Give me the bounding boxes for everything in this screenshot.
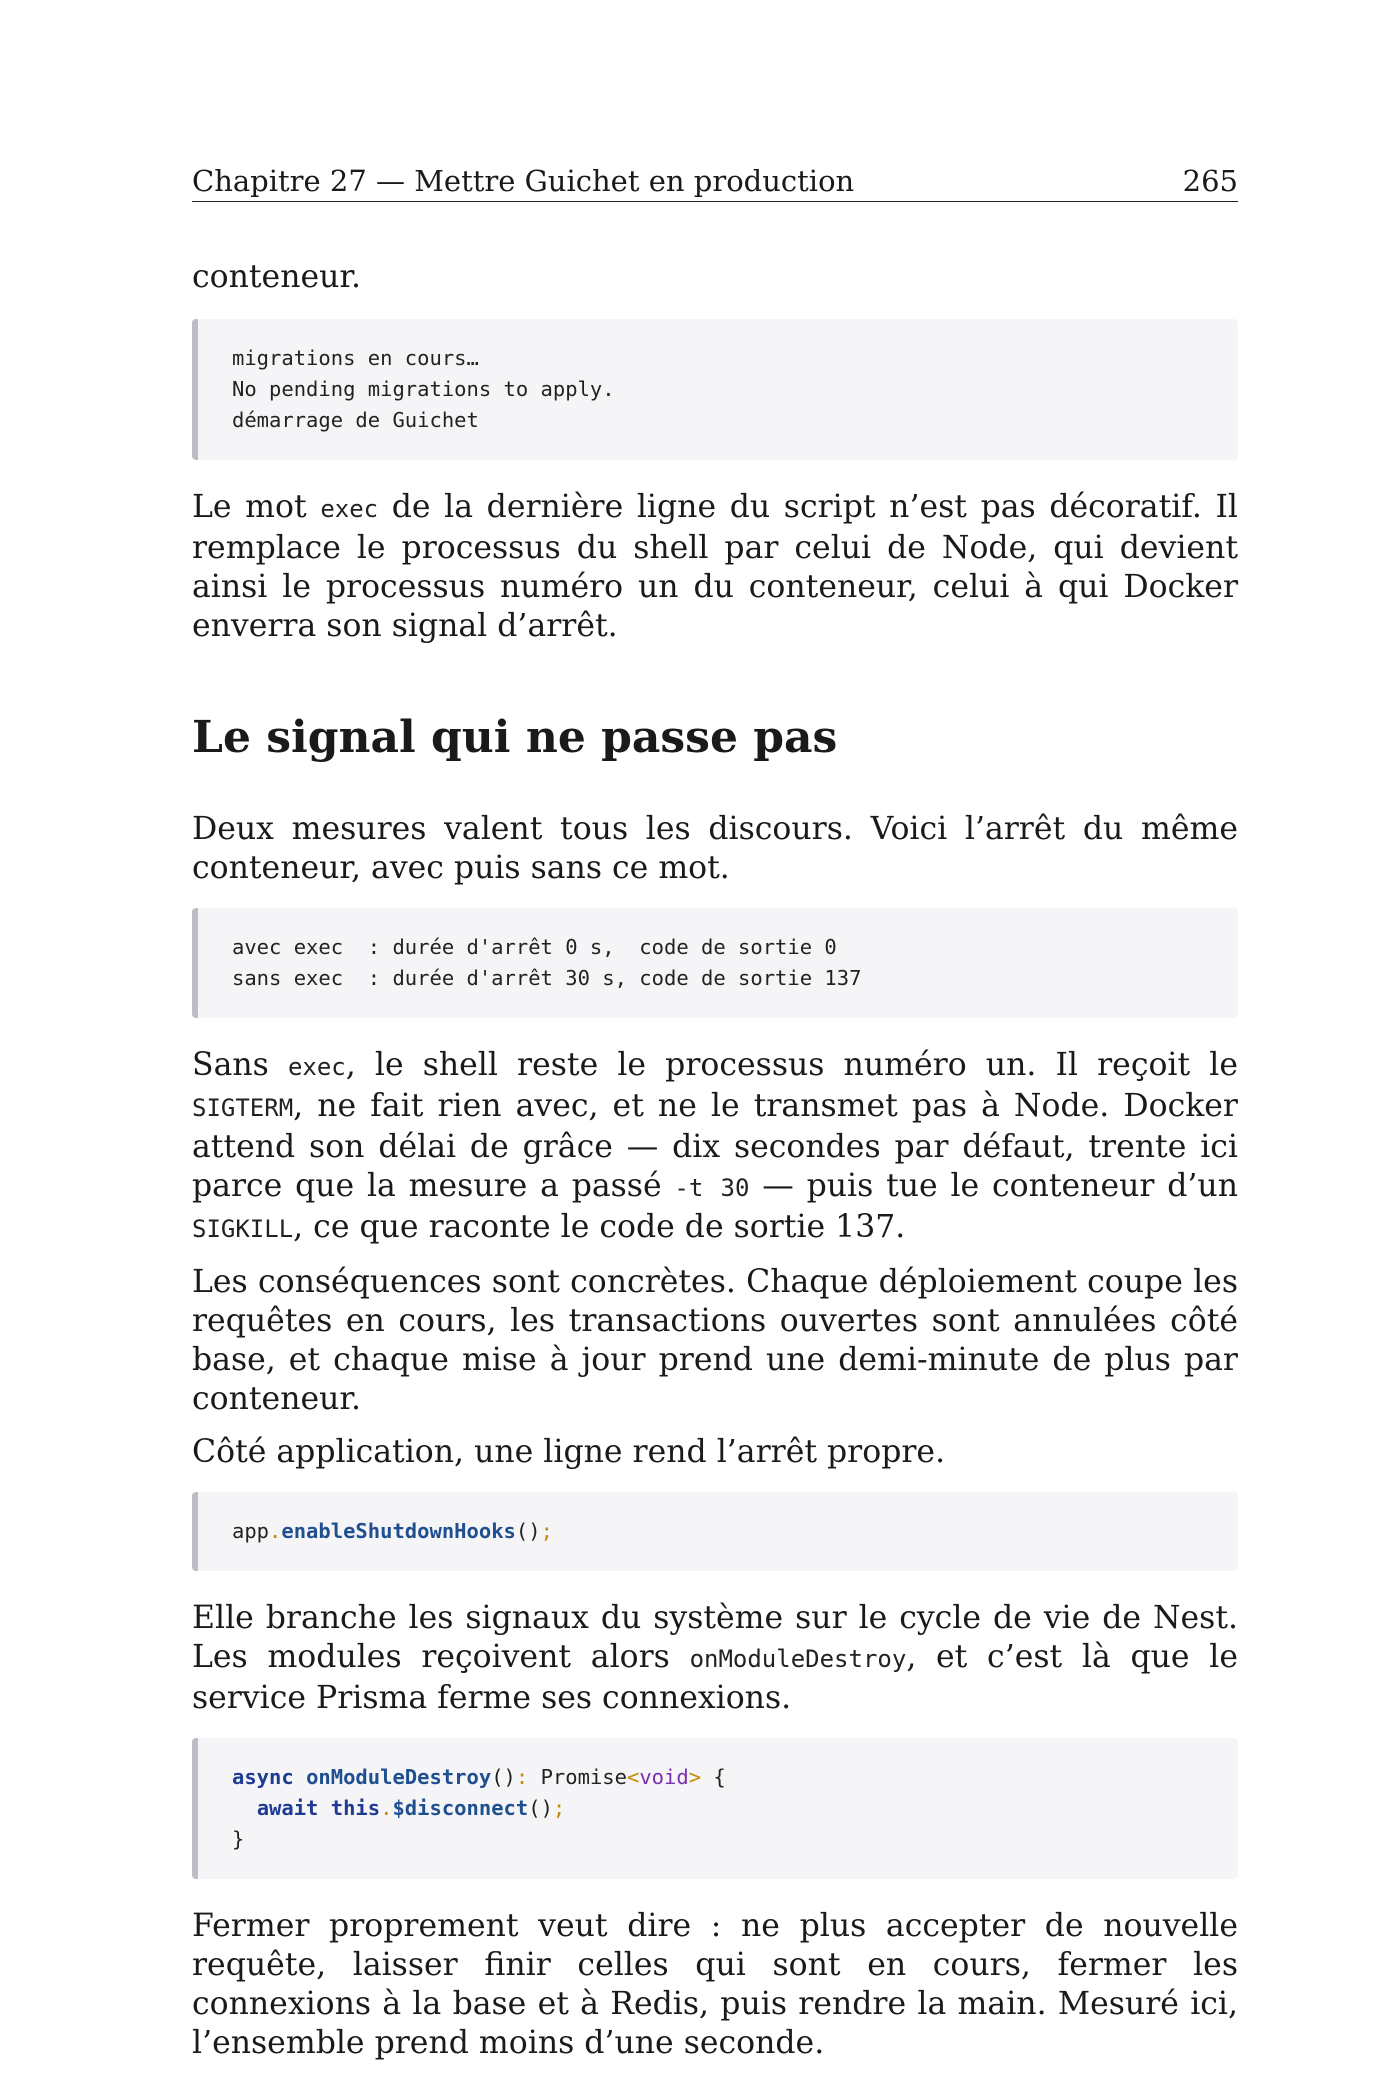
page-number: 265 bbox=[1182, 164, 1238, 198]
code-token: void bbox=[639, 1765, 689, 1789]
code-token: onModuleDestroy bbox=[306, 1765, 492, 1789]
code-line: démarrage de Guichet bbox=[232, 408, 479, 432]
section-heading: Le signal qui ne passe pas bbox=[192, 712, 838, 763]
paragraph-consequences: Les conséquences sont concrètes. Chaque déploiement coupe les requêtes en cours, les transactions ouvertes sont annulées côté base, et chaque mise à jour prend une demi-minute de plus par conteneur. bbox=[192, 1264, 1238, 1417]
inline-code: exec bbox=[320, 495, 379, 523]
inline-code: -t 30 bbox=[674, 1174, 750, 1202]
code-token: app bbox=[232, 1519, 270, 1543]
text-run: , et c’est là que le service Prisma ferme ses connexions. bbox=[192, 1639, 1238, 1716]
paragraph-closing: Fermer proprement veut dire : ne plus accepter de nouvelle requête, laisser finir celles qui sont en cours, fermer les connexions à la base et à Redis, puis rendre la main. Mesuré ici, l’ensemble prend moins d’une seconde. bbox=[192, 1908, 1238, 2061]
code-line: sans exec : durée d'arrêt 30 s, code de sortie 137 bbox=[232, 966, 862, 990]
code-line: migrations en cours… bbox=[232, 346, 479, 370]
code-token: () bbox=[515, 1519, 541, 1543]
paragraph-exec bbox=[192, 488, 1238, 646]
code-block-shutdown-hooks bbox=[192, 1492, 1238, 1571]
code-line bbox=[232, 1793, 1204, 1824]
chapter-title: Chapitre 27 — Mettre Guichet en production bbox=[192, 164, 855, 198]
paragraph-continuation: conteneur. bbox=[192, 259, 362, 295]
code-token: > bbox=[688, 1765, 702, 1789]
page-body bbox=[192, 258, 1238, 2077]
text-run: — puis tue le conteneur d’un bbox=[749, 1168, 1239, 1204]
code-token: () bbox=[491, 1765, 516, 1789]
code-token: enableShutdownHooks bbox=[281, 1519, 516, 1543]
inline-code: exec bbox=[287, 1053, 346, 1081]
code-line bbox=[232, 1516, 1204, 1547]
paragraph-sigterm bbox=[192, 1046, 1238, 1249]
code-block-measures bbox=[192, 908, 1238, 1018]
text-run: , le shell reste le processus numéro un. Il reçoit le bbox=[345, 1047, 1238, 1083]
code-block-ondestroy bbox=[192, 1738, 1238, 1879]
code-token: await bbox=[256, 1796, 319, 1820]
code-line: avec exec : durée d'arrêt 0 s, code de sortie 0 bbox=[232, 935, 837, 959]
text-run: de la dernière ligne du script n’est pas décoratif. Il remplace le processus du shell par celui de Node, qui devient ainsi le processus numéro un du conteneur, celui à qui Docker enverra son signal d’arrêt. bbox=[192, 489, 1238, 644]
code-token: async bbox=[232, 1765, 294, 1789]
code-block-migrations bbox=[192, 319, 1238, 460]
code-line: } bbox=[232, 1827, 245, 1851]
code-token: () bbox=[528, 1796, 553, 1820]
code-token: ; bbox=[552, 1796, 566, 1820]
text-run: Sans bbox=[192, 1047, 288, 1083]
text-run: , ne fait rien avec, et ne le transmet pas à Node. Docker attend son délai de grâce — dix secondes par défaut, trente ici parce que la mesure a passé bbox=[192, 1088, 1238, 1204]
text-run: Le mot bbox=[192, 489, 321, 525]
code-token: . bbox=[380, 1796, 393, 1820]
code-token: < bbox=[626, 1765, 640, 1789]
paragraph-measures: Deux mesures valent tous les discours. Voici l’arrêt du même conteneur, avec puis sans ce mot. bbox=[192, 811, 1238, 886]
code-token: Promise bbox=[528, 1765, 627, 1789]
code-token: this bbox=[330, 1796, 381, 1820]
text-run: Elle branche les signaux du système sur le cycle de vie de Nest. Les modules reçoivent alors bbox=[192, 1600, 1238, 1675]
code-line: No pending migrations to apply. bbox=[232, 377, 615, 401]
inline-code: SIGTERM bbox=[192, 1094, 294, 1122]
code-token: $disconnect bbox=[392, 1796, 529, 1820]
code-token: : bbox=[515, 1765, 529, 1789]
paragraph-application: Côté application, une ligne rend l’arrêt propre. bbox=[192, 1434, 946, 1470]
code-token: . bbox=[269, 1519, 282, 1543]
text-run: , ce que raconte le code de sortie 137. bbox=[293, 1209, 906, 1245]
running-header bbox=[192, 164, 1238, 202]
inline-code: onModuleDestroy bbox=[689, 1645, 907, 1673]
inline-code: SIGKILL bbox=[192, 1215, 294, 1243]
paragraph-nest bbox=[192, 1599, 1238, 1718]
code-token: ; bbox=[540, 1519, 553, 1543]
code-line bbox=[232, 1762, 1204, 1793]
code-token: { bbox=[701, 1765, 726, 1789]
